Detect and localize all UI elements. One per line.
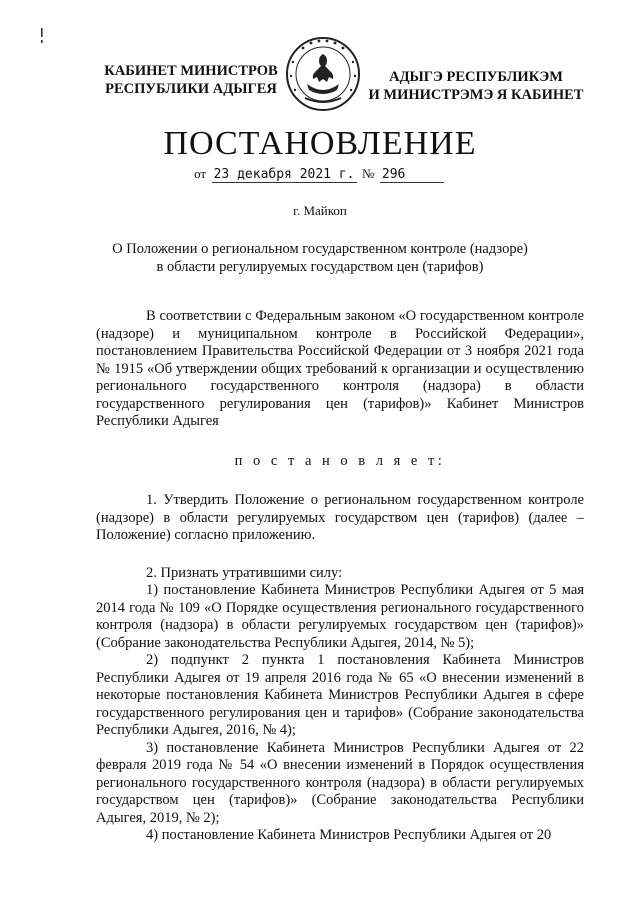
- decree-word: п о с т а н о в л я е т:: [234, 452, 446, 469]
- date-from-label: от: [194, 166, 207, 181]
- coat-of-arms-emblem-icon: [283, 34, 363, 114]
- header-left-line1: КАБИНЕТ МИНИСТРОВ: [104, 63, 278, 79]
- document-body: [96, 308, 584, 845]
- margin-mark: [40, 28, 44, 44]
- item-2-paragraph: 2. Признать утратившими силу:: [146, 564, 343, 581]
- city-name: г. Майкоп: [293, 203, 347, 218]
- header-left-line2: РЕСПУБЛИКИ АДЫГЕЯ: [105, 81, 277, 97]
- document-subject: [90, 240, 550, 276]
- header-right-org: [366, 68, 586, 104]
- date-number-row: [0, 166, 640, 190]
- number-value: 296: [380, 167, 444, 183]
- preamble-paragraph: В соответствии с Федеральным законом «О государственном контроле (надзоре) и муниципальном контроле в Российской Федерации», постановлением Правительства Российской Федерации от 3 ноября 2021 года № 1915 «Об утверждении общих требований к организации и осуществлению регионального государственного контроля (надзора) в области государственного регулирования цен (тарифов)» Кабинет Министров Республики Адыгея: [96, 308, 584, 429]
- item-2-2-paragraph: 2) подпункт 2 пункта 1 постановления Кабинета Министров Республики Адыгея от 19 апреля 2016 года № 65 «О внесении изменений в некоторые постановления Кабинета Министров Республики Адыгея в сфере государственного регулирования цен и тарифов» (Собрание законодательства Республики Адыгея, 2016, № 4);: [96, 652, 584, 738]
- item-2-3-paragraph: 3) постановление Кабинета Министров Республики Адыгея от 22 февраля 2019 года № 54 «О внесении изменений в Порядок осуществления регионального государственного контроля (надзора) в области регулируемых государством цен (тарифов)» (Собрание законодательства Республики Адыгея, 2019, № 2);: [96, 739, 584, 826]
- header-right-line2: И МИНИСТРЭМЭ Я КАБИНЕТ: [368, 87, 584, 103]
- subject-line2: в области регулируемых государством цен (тарифов): [156, 259, 484, 275]
- item-2-1-paragraph: 1) постановление Кабинета Министров Республики Адыгея от 5 мая 2014 года № 109 «О Порядке осуществления регионального государственного контроля (надзора) в области регулируемых государством цен (тарифов)» (Собрание законодательства Республики Адыгея, 2014, № 5);: [96, 582, 584, 651]
- number-label: №: [362, 166, 375, 181]
- document-title: ПОСТАНОВЛЕНИЕ: [163, 125, 477, 162]
- date-value: 23 декабря 2021 г.: [213, 167, 355, 182]
- subject-line1: О Положении о региональном государственном контроле (надзоре): [112, 241, 528, 257]
- item-2-4-paragraph: 4) постановление Кабинета Министров Республики Адыгея от 20: [146, 827, 552, 843]
- item-1-paragraph: 1. Утвердить Положение о региональном государственном контроле (надзоре) в области регулируемых государством цен (тарифов) (далее – Положение) согласно приложению.: [96, 492, 584, 543]
- header-right-line1: АДЫГЭ РЕСПУБЛИКЭМ: [389, 69, 563, 85]
- header-left-org: [96, 62, 286, 98]
